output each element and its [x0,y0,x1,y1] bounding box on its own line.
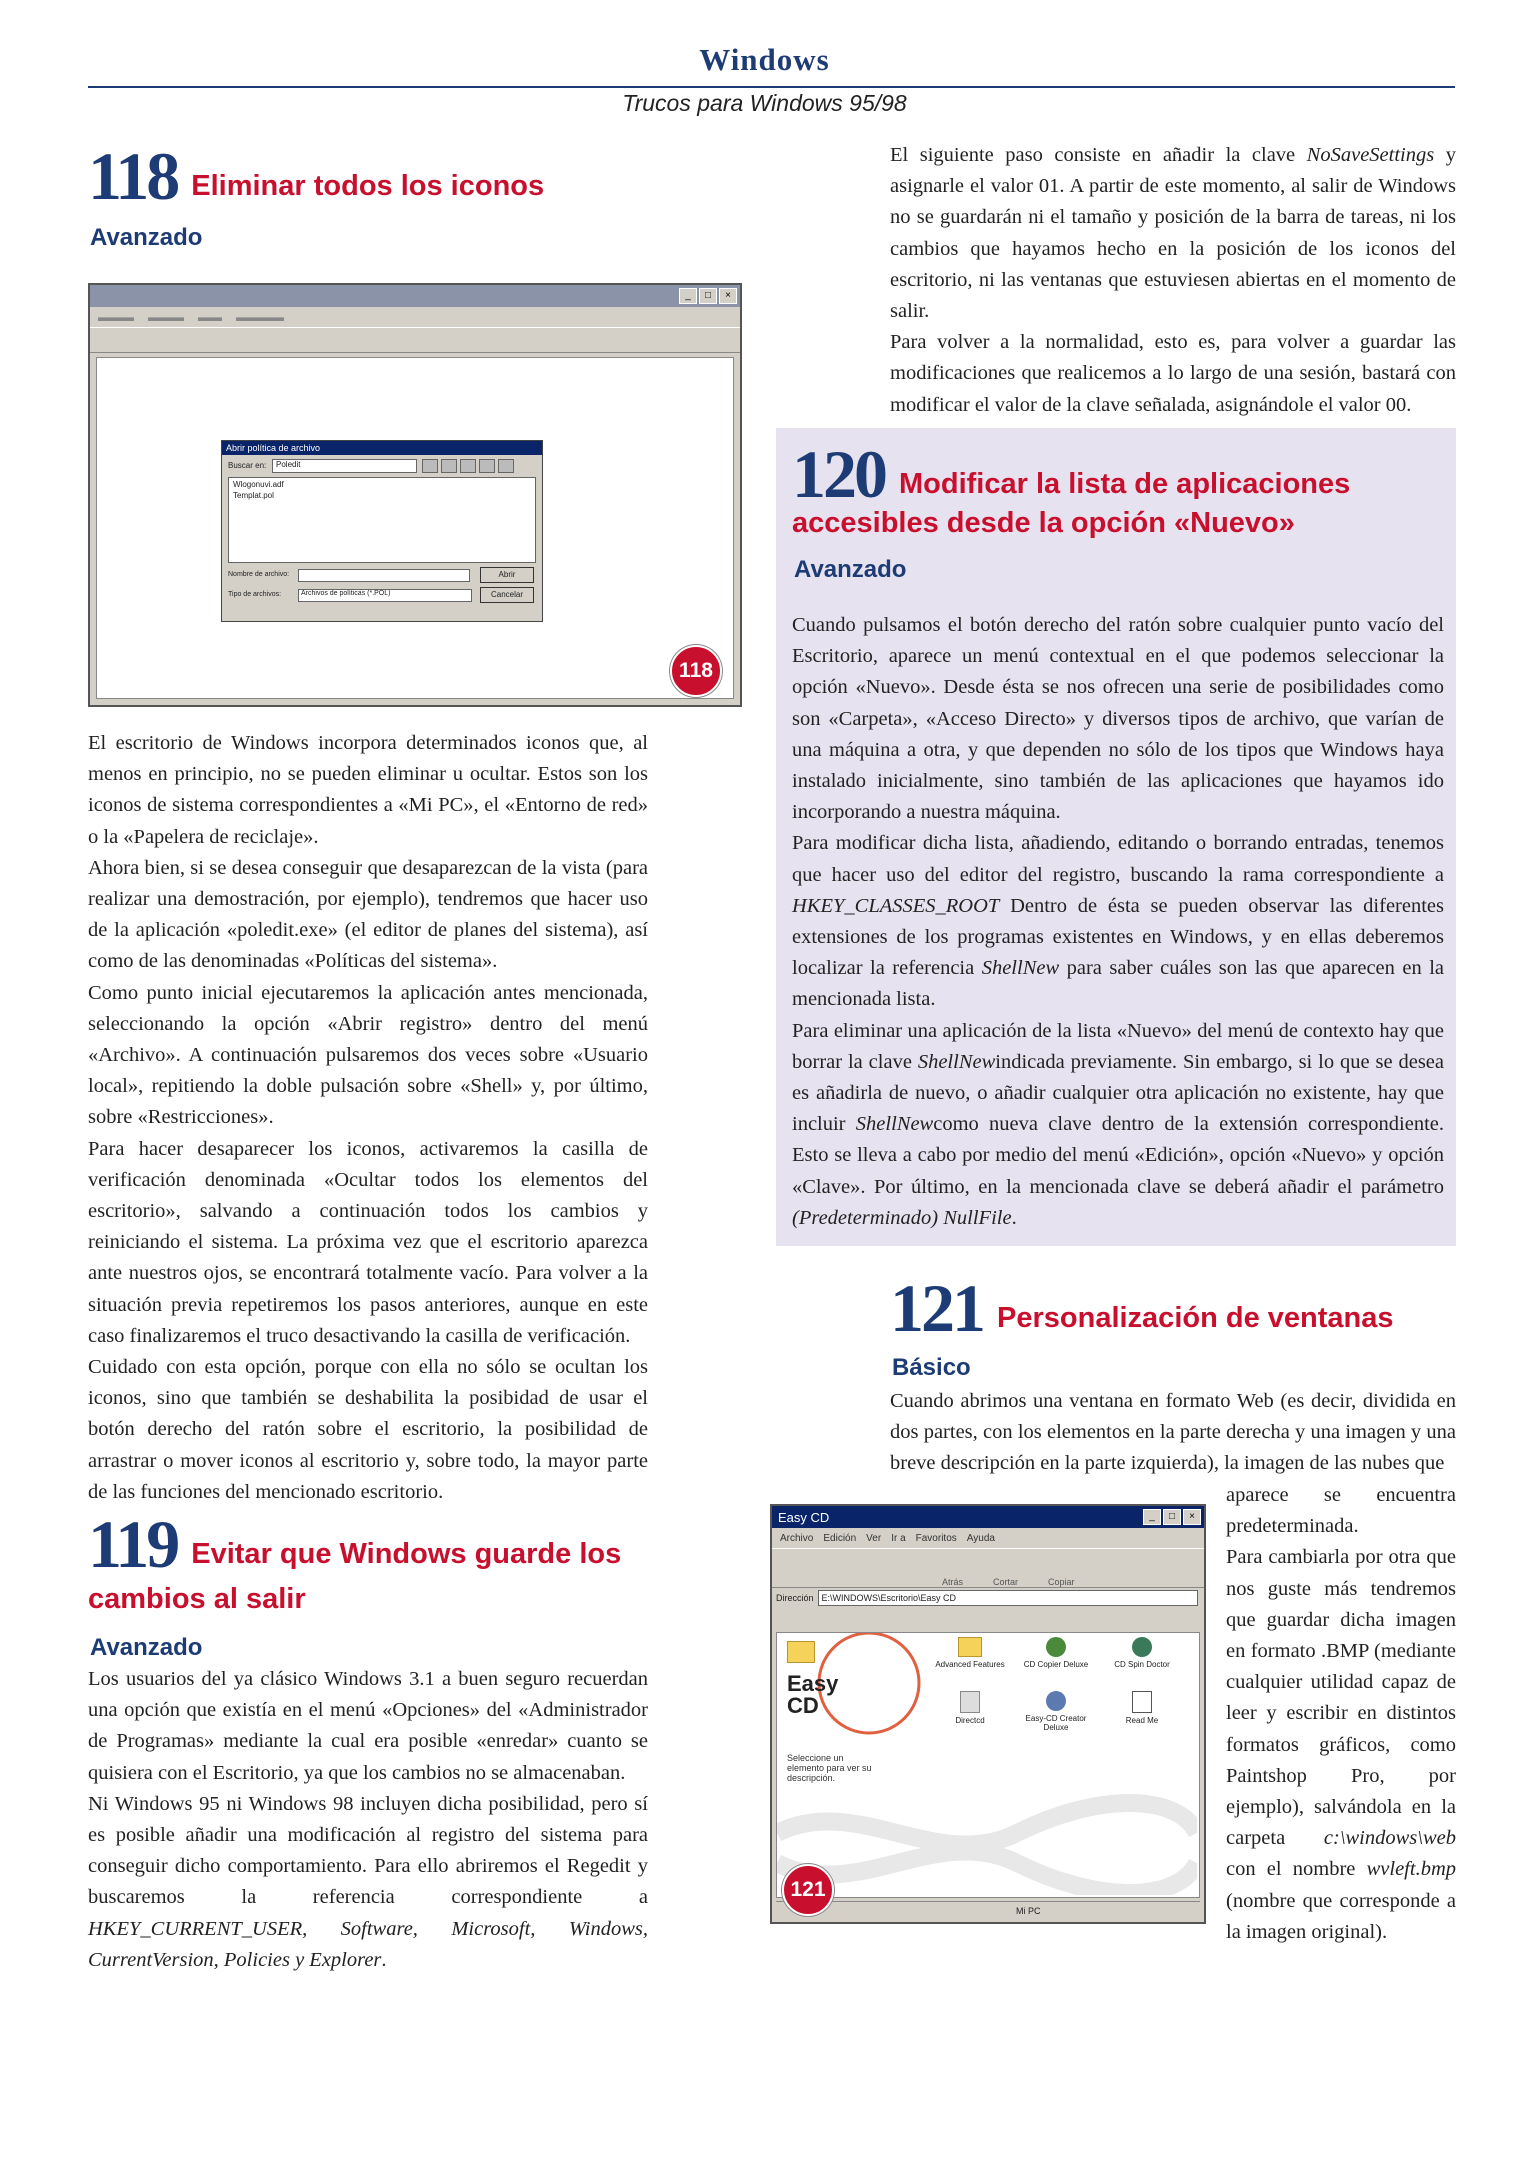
open-dialog [221,440,543,622]
dialog-title: Abrir política de archivo [222,441,542,455]
tip121-heading [890,1270,1394,1346]
tip119-text: El siguiente paso consiste en añadir la clave [890,144,1307,166]
minimize-button[interactable]: _ [1143,1509,1161,1525]
tip119-text: y asignarle el valor 01. A partir de este momento, al salir de Windows no se guardarán ni el tamaño y posición de la barra de tareas, ni los cambios que hayamos hecho en la posición de los iconos del escritorio, ni las ventanas que estuviesen abiertas en el momento de salir. [890,144,1456,323]
easycd-toolbar [772,1548,1204,1588]
tip120-title-line2: accesibles desde la opción «Nuevo» [792,507,1295,539]
filename-label: Nombre de archivo: [228,571,290,578]
folder-description: Seleccione un elemento para ver su descripción. [787,1753,872,1783]
tip119-paragraph: Para volver a la normalidad, esto es, para volver a guardar las modificaciones que realicemos a lo largo de una sesión, bastará con modificar el valor de la clave señalada, asignándole el valor 00. [890,331,1456,416]
tip118-title: Eliminar todos los iconos [191,170,545,203]
tip121-badge: 121 [782,1864,834,1916]
easycd-window-title: Easy CD [778,1509,830,1525]
tip118-number: 118 [88,138,178,214]
open-button[interactable]: Abrir [480,567,534,583]
tip119-paragraph [890,140,1456,327]
file-icon-item[interactable] [927,1691,1013,1732]
file-icon-label: Easy-CD Creator Deluxe [1025,1714,1087,1732]
tip121-paragraph: Cuando abrimos una ventana en formato Web (es decir, dividida en dos partes, con los elementos en la parte derecha y una imagen y una breve descripción en la parte izquierda), la imagen de las nubes que [890,1390,1456,1475]
menu-item[interactable]: Edición [823,1532,857,1544]
tip118-paragraph: Como punto inicial ejecutaremos la aplicación antes mencionada, seleccionando la opción «Abrir registro» dentro del menú «Archivo». A continuación pulsaremos dos veces sobre «Usuario local», repitiendo la doble pulsación sobre «Shell» y, por último, sobre «Restricciones». [88,981,648,1129]
file-item[interactable]: Wlogonuvi.adf [233,480,284,489]
screenshot-client-area [96,357,734,699]
registry-value: (Predeterminado) NullFile [792,1206,1012,1229]
tip119-number: 119 [88,1506,178,1582]
file-icon-item[interactable] [1013,1691,1099,1732]
tip119-body [88,1664,648,1976]
folder-icon [958,1637,982,1657]
tip120-text: como nueva clave dentro de la extensión correspondiente. Esto se lleva a cabo por medio del menú «Edición», opción «Nuevo» y opción «Clave». Por último, en la mencionada clave se deberá añadir el parámetro [792,1113,1445,1198]
easycd-menubar [772,1528,1204,1548]
look-in-select[interactable]: Poledit [272,459,417,473]
tip121-screenshot [770,1504,1206,1924]
tip121-body-narrow [1226,1480,1456,1948]
menu-item[interactable]: Ayuda [966,1532,995,1544]
tip120-text: Para eliminar una aplicación de la lista «Nuevo» del menú de contexto hay que borrar la clave [792,1019,1444,1073]
tip118-heading [88,138,545,214]
status-bar: Mi PC [776,1901,1200,1920]
menu-item[interactable]: Favoritos [915,1532,957,1544]
file-icon-label: Directcd [955,1716,985,1725]
tip121-body-wide [890,1386,1456,1480]
tip118-body [88,728,648,1508]
tip121-level: Básico [892,1354,971,1381]
tip118-paragraph: Cuidado con esta opción, porque con ella no sólo se ocultan los iconos, sino que también se deshabilita la posibidad de usar el botón derecho del ratón sobre el escritorio, la posibilidad de arrastrar o mover iconos al escritorio y, sobre todo, la mayor parte de las funciones del mencionado escritorio. [88,1356,648,1503]
dialog-toolbar [422,459,534,471]
tip120-heading [792,436,1351,512]
tip121-text: Para cambiarla por otra que nos guste más tendremos que guardar dicha imagen en formato .BMP (mediante cualquier utilidad capaz de leer y escribir en distintos formatos gráficos, como Paintshop Pro, por ejemplo), salvándola en la carpeta [1226,1546,1456,1850]
easycd-client-area [776,1632,1200,1898]
running-header-title: Windows [699,42,830,77]
tip119-title-line2: cambios al salir [88,1583,306,1615]
running-header-subtitle: Trucos para Windows 95/98 [622,90,907,116]
filetype-label: Tipo de archivos: [228,591,282,598]
tip118-paragraph: Ahora bien, si se desea conseguir que desaparezcan de la vista (para realizar una demostración, por ejemplo), tendremos que hacer uso de la aplicación «poledit.exe» (el editor de planes del sistema), así como de las denominadas «Políticas del sistema». [88,856,648,973]
text-file-icon [1132,1691,1152,1713]
screenshot-toolbar [90,327,740,353]
tip120-text: . [1011,1206,1017,1229]
tip119-level: Avanzado [90,1634,203,1661]
tip120-text: para saber cuáles son las que aparecen en la mencionada lista. [792,957,1444,1011]
screenshot-titlebar: _ □ × [90,285,740,307]
folder-icon [787,1641,815,1663]
cd-icon [1046,1637,1066,1657]
tip120-text: indicada previamente. Sin embargo, si lo que se desea es añadirla de nuevo, o añadir cualquier otra aplicación no existente, hay que incluir [792,1050,1444,1136]
filename-input[interactable] [298,569,470,582]
document-icon [960,1691,980,1713]
screenshot-menubar: ▬▬▬ ▬▬▬ ▬▬ ▬▬▬▬ [98,310,284,324]
tip120-text: Para modificar dicha lista, añadiendo, editando o borrando entradas, tenemos que hacer uso del editor del registro, buscando la rama correspondiente a [792,832,1444,886]
easycd-titlebar [772,1506,1204,1528]
cd-icon [1046,1691,1066,1711]
file-icon-item[interactable] [927,1637,1013,1669]
tip118-paragraph: Para hacer desaparecer los iconos, activaremos la casilla de verificación denominada «Ocultar todos los elementos del escritorio», salvando a continuación todos los cambios y reiniciando el sistema. La próxima vez que el escritorio aparezca ante nuestros ojos, se encontrará totalmente vacío. Para volver a la situación previa repetiremos los pasos anteriores, aunque en este caso finalizaremos el truco desactivando la casilla de verificación. [88,1137,648,1347]
tip120-level: Avanzado [794,556,907,583]
file-list[interactable] [228,477,536,563]
folder-path: c:\windows\web [1323,1827,1456,1850]
tip118-badge: 118 [670,645,722,697]
address-label: Dirección [776,1593,814,1603]
look-in-label: Buscar en: [228,461,267,470]
file-icon-label: CD Spin Doctor [1114,1660,1170,1669]
file-item[interactable]: Templat.pol [233,491,274,500]
tip119-paragraph: Los usuarios del ya clásico Windows 3.1 a buen seguro recuerdan una opción que existía en el menú «Opciones» del «Administrador de Programas» mediante la cual era posible «enredar» cuanto se quisiera con el Escritorio, ya que los cambios no se almacenaban. [88,1668,648,1784]
tip119-title-line1: Evitar que Windows guarde los [191,1538,622,1571]
tip121-title: Personalización de ventanas [997,1302,1394,1335]
tip120-paragraph [792,1016,1444,1234]
registry-key: ShellNew [855,1113,934,1136]
tip119-heading [88,1506,622,1582]
menu-item[interactable]: Ir a [891,1532,906,1544]
cancel-button[interactable]: Cancelar [480,587,534,603]
tip118-screenshot [88,283,742,707]
registry-key: HKEY_CLASSES_ROOT [792,894,1000,917]
tip119-paragraph [88,1789,648,1976]
tip118-paragraph: El escritorio de Windows incorpora determinados iconos que, al menos en principio, no se pueden eliminar u ocultar. Estos son los iconos de sistema correspondientes a «Mi PC», el «Entorno de red» o la «Papelera de reciclaje». [88,732,648,848]
file-icon-item[interactable] [1013,1637,1099,1669]
filetype-select[interactable]: Archivos de políticas (*.POL) [298,589,472,602]
tip121-text: (nombre que corresponde a la imagen original). [1226,1889,1456,1943]
registry-key: NoSaveSettings [1306,144,1435,166]
cd-icon [1132,1637,1152,1657]
tip119-text: Ni Windows 95 ni Windows 98 incluyen dicha posibilidad, pero sí es posible añadir una modificación al registro del sistema para conseguir dicho comportamiento. Para ello abriremos el Regedit y buscaremos la referencia correspondiente a [88,1792,648,1909]
close-button[interactable]: × [1183,1509,1201,1525]
file-icon-grid [927,1637,1197,1732]
tip119-continuation [890,140,1456,421]
menu-item[interactable]: Archivo [780,1532,814,1544]
file-icon-label: Advanced Features [935,1660,1005,1669]
tip119-text: . [381,1948,387,1971]
tip118-level: Avanzado [90,224,203,251]
header-rule [88,86,1455,88]
file-icon-item[interactable] [1099,1637,1185,1669]
registry-path: HKEY_CURRENT_USER, Software, Microsoft, Windows, CurrentVersion, Policies y Explorer [88,1917,648,1971]
tip121-text: con el nombre [1226,1858,1367,1881]
file-icon-item[interactable] [1099,1691,1185,1732]
tip120-paragraph: Cuando pulsamos el botón derecho del ratón sobre cualquier punto vacío del Escritorio, aparece un menú contextual en el que podemos seleccionar la opción «Nuevo». Desde ésta se nos ofrecen una serie de posibilidades como son «Carpeta», «Acceso Directo» y diversos tipos de archivo, que varían de una máquina a otra, y que dependen no sólo de los tipos que Windows haya instalado inicialmente, sino también de las aplicaciones que hayamos ido incorporando a nuestra máquina. [792,614,1444,824]
address-bar [772,1588,1204,1608]
registry-key: ShellNew [981,957,1060,980]
tip120-paragraph [792,828,1444,1015]
tip120-number: 120 [792,436,885,512]
registry-key: ShellNew [917,1050,996,1073]
file-name: wvleft.bmp [1366,1858,1456,1881]
file-icon-label: CD Copier Deluxe [1023,1660,1089,1669]
cut-button[interactable]: Cortar [993,1577,1019,1587]
copy-button[interactable]: Copiar [1048,1577,1075,1587]
tip121-paragraph: aparece se encuentra predeterminada. [1226,1484,1456,1538]
tip121-paragraph [1226,1542,1456,1948]
address-input[interactable]: E:\WINDOWS\Escritorio\Easy CD [818,1590,1198,1606]
folder-title: Easy CD [787,1671,839,1718]
file-icon-label: Read Me [1125,1716,1159,1725]
tip120-text: Dentro de ésta se pueden observar las diferentes extensiones de los programas existentes en Windows, y en ellas deberemos localizar la referencia [792,894,1444,980]
maximize-button[interactable]: □ [1163,1509,1181,1525]
tip120-body [792,610,1444,1234]
menu-item[interactable]: Ver [866,1532,882,1544]
back-button[interactable]: Atrás [942,1577,964,1587]
tip120-title-line1: Modificar la lista de aplicaciones [899,468,1351,501]
tip121-number: 121 [890,1270,983,1346]
